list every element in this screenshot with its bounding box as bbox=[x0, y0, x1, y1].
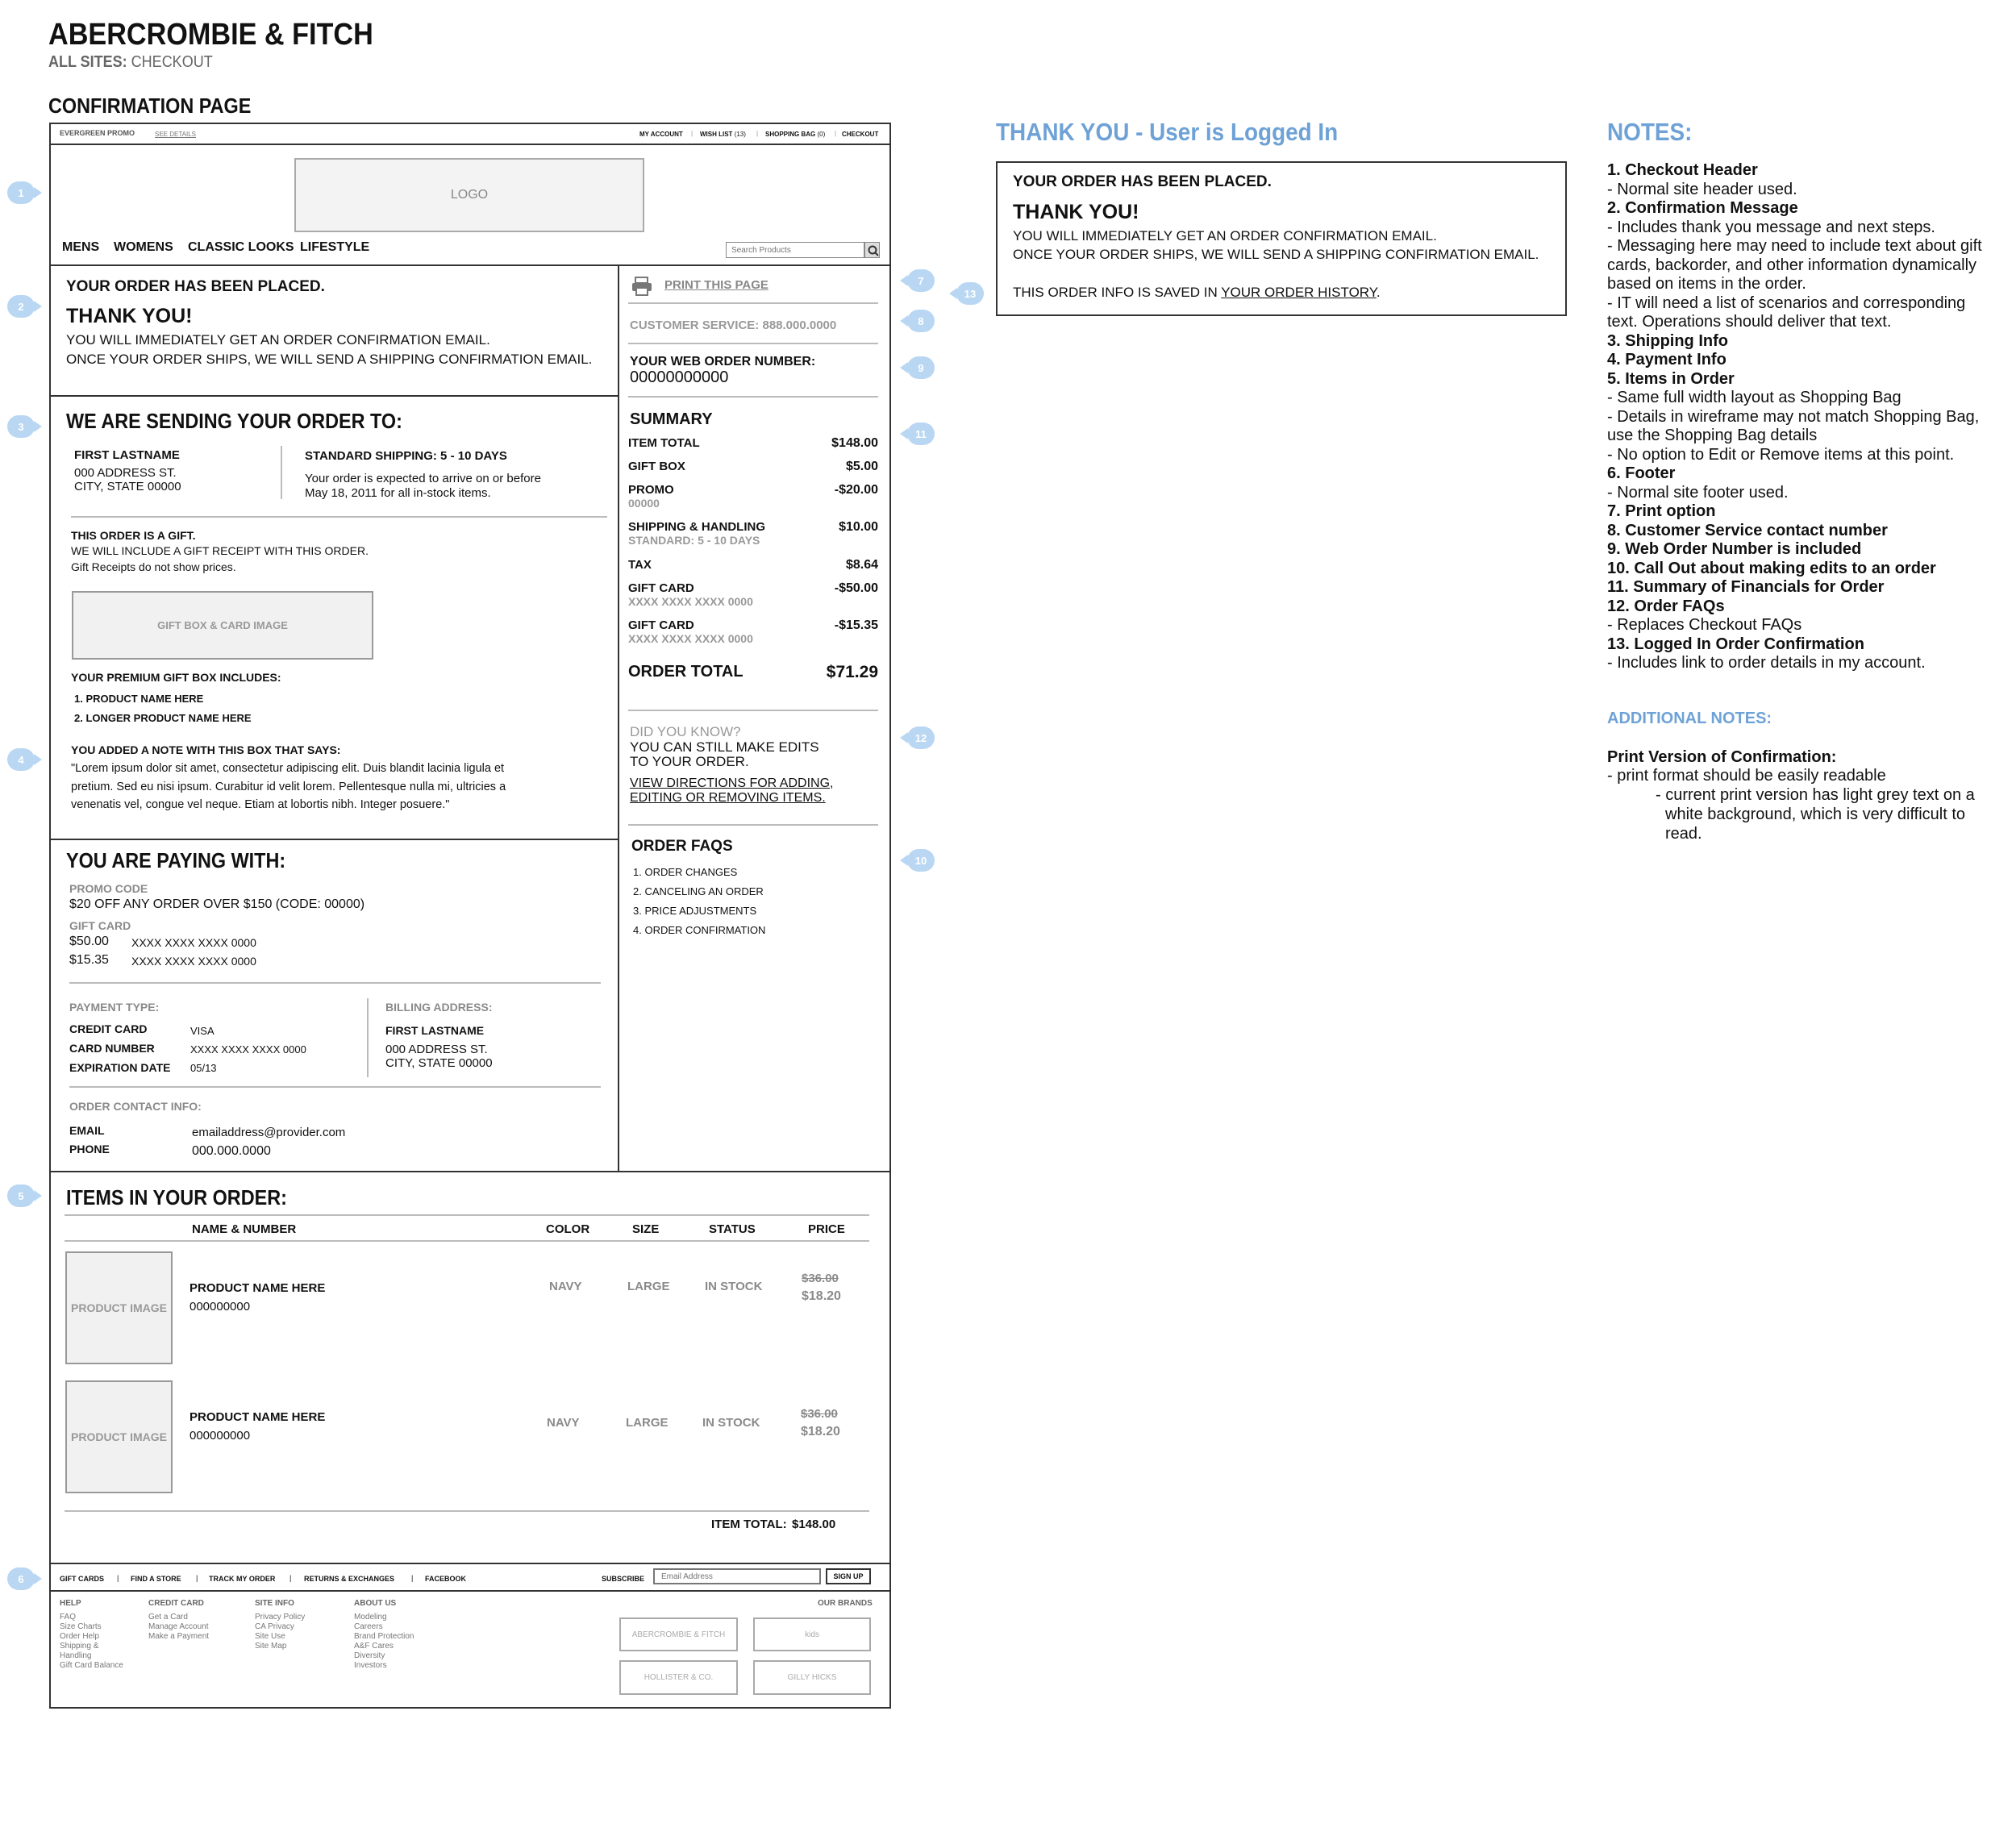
item-total-value: $148.00 bbox=[792, 1518, 836, 1531]
callout-12: 12 bbox=[907, 726, 935, 749]
ship-name: FIRST LASTNAME bbox=[74, 448, 180, 462]
note-line: 10. Call Out about making edits to an order bbox=[1607, 559, 1936, 577]
contact-divider bbox=[69, 1086, 601, 1088]
col-status: STATUS bbox=[709, 1222, 756, 1236]
logged-in-line-1: YOU WILL IMMEDIATELY GET AN ORDER CONFIRMATION EMAIL. bbox=[1013, 228, 1437, 244]
notes-title: NOTES: bbox=[1607, 118, 1693, 146]
product-color: NAVY bbox=[547, 1416, 580, 1430]
edits-line-1: YOU CAN STILL MAKE EDITS bbox=[630, 739, 819, 755]
billing-address-2: CITY, STATE 00000 bbox=[385, 1056, 493, 1070]
saved-text: THIS ORDER INFO IS SAVED IN bbox=[1013, 285, 1218, 300]
shopping-bag-count: (0) bbox=[817, 131, 826, 138]
footer-site-link[interactable]: Site Map bbox=[255, 1642, 287, 1651]
email-label: EMAIL bbox=[69, 1124, 105, 1137]
summary-heading: SUMMARY bbox=[630, 410, 713, 428]
product-size: LARGE bbox=[627, 1280, 670, 1293]
print-version-line-4: read. bbox=[1665, 825, 1702, 843]
expiration-value: 05/13 bbox=[190, 1062, 217, 1074]
ship-inner-divider bbox=[281, 446, 282, 499]
footer-about-heading: ABOUT US bbox=[354, 1599, 397, 1608]
note-line: based on items in the order. bbox=[1607, 275, 1806, 293]
phone-value: 000.000.0000 bbox=[192, 1144, 271, 1158]
billing-address-label: BILLING ADDRESS: bbox=[385, 1001, 493, 1014]
summary-key: ITEM TOTAL bbox=[628, 436, 700, 450]
product-was-price: $36.00 bbox=[802, 1272, 839, 1285]
gift-note-line-3: venenatis vel, congue vel neque. Etiam at lobortis nibh. Integer posuere." bbox=[71, 798, 450, 811]
payment-heading: YOU ARE PAYING WITH: bbox=[66, 848, 286, 872]
doc-brand-title: ABERCROMBIE & FITCH bbox=[48, 18, 373, 52]
ship-address-2: CITY, STATE 00000 bbox=[74, 480, 181, 493]
edits-line-2: TO YOUR ORDER. bbox=[630, 754, 749, 769]
note-line: - Details in wireframe may not match Shopping Bag, bbox=[1607, 407, 1980, 426]
footer-about-link[interactable]: A&F Cares bbox=[354, 1642, 394, 1651]
page-label: CONFIRMATION PAGE bbox=[48, 94, 252, 118]
print-version-line-2: - current print version has light grey text on a bbox=[1656, 786, 1975, 804]
faq-link[interactable]: 2. CANCELING AN ORDER bbox=[633, 885, 764, 897]
billing-name: FIRST LASTNAME bbox=[385, 1024, 485, 1037]
note-line: cards, backorder, and other information dynamically bbox=[1607, 256, 1977, 274]
topbar-sep-3: | bbox=[835, 130, 837, 137]
doc-subtitle-lead: ALL SITES: bbox=[48, 53, 127, 71]
footer-help-list bbox=[60, 1613, 123, 1671]
items-header-rule bbox=[65, 1214, 869, 1216]
summary-key: GIFT CARD bbox=[628, 618, 694, 632]
gift-note-line-2: pretium. Sed eu nisi ipsum. Curabitur id velit lorem. Pellentesque nulla mi, ultricies a bbox=[71, 781, 506, 793]
footer-links-divider bbox=[50, 1590, 890, 1592]
gift-card-2-number: XXXX XXXX XXXX 0000 bbox=[131, 955, 256, 968]
shipping-heading: WE ARE SENDING YOUR ORDER TO: bbox=[66, 409, 402, 433]
summary-shipping bbox=[628, 520, 878, 547]
sidebar-divider-2 bbox=[628, 343, 878, 344]
confirmation-line-2: ONCE YOUR ORDER SHIPS, WE WILL SEND A SHIPPING CONFIRMATION EMAIL. bbox=[66, 352, 593, 367]
footer-help-link[interactable]: Gift Card Balance bbox=[60, 1661, 123, 1670]
confirmation-line-1: YOU WILL IMMEDIATELY GET AN ORDER CONFIRMATION EMAIL. bbox=[66, 332, 490, 348]
order-placed-heading: YOUR ORDER HAS BEEN PLACED. bbox=[66, 278, 325, 295]
print-version-line-1: - print format should be easily readable bbox=[1607, 767, 1886, 785]
gift-includes-heading: YOUR PREMIUM GIFT BOX INCLUDES: bbox=[71, 671, 281, 684]
footer-site-link[interactable]: CA Privacy bbox=[255, 1622, 294, 1631]
sign-up-button[interactable]: SIGN UP bbox=[826, 1568, 871, 1584]
footer-help-heading: HELP bbox=[60, 1599, 81, 1608]
promo-code-label: PROMO CODE bbox=[69, 882, 148, 895]
footer-help-link[interactable]: Order Help bbox=[60, 1632, 99, 1641]
footer-help-link[interactable]: Size Charts bbox=[60, 1622, 102, 1631]
topbar-divider bbox=[50, 144, 890, 145]
thank-you-heading: THANK YOU! bbox=[66, 305, 193, 327]
note-line: 9. Web Order Number is included bbox=[1607, 540, 1862, 558]
logged-in-line-2: ONCE YOUR ORDER SHIPS, WE WILL SEND A SHIPPING CONFIRMATION EMAIL. bbox=[1013, 247, 1539, 262]
footer-help-link[interactable]: Handling bbox=[60, 1651, 92, 1660]
summary-value: $5.00 bbox=[845, 460, 878, 473]
card-number-label: CARD NUMBER bbox=[69, 1042, 155, 1055]
email-value: emailaddress@provider.com bbox=[192, 1126, 346, 1139]
footer-cc-heading: CREDIT CARD bbox=[148, 1599, 204, 1608]
sidebar-divider-4 bbox=[628, 710, 878, 711]
brand-gilly-hicks[interactable]: GILLY HICKS bbox=[753, 1660, 871, 1695]
wish-list-link[interactable] bbox=[700, 131, 746, 138]
footer-site-list bbox=[255, 1613, 305, 1651]
note-line: 2. Confirmation Message bbox=[1607, 199, 1798, 217]
note-line: 5. Items in Order bbox=[1607, 369, 1735, 388]
footer-link-gift-cards[interactable]: GIFT CARDS bbox=[60, 1575, 104, 1583]
my-account-link[interactable]: MY ACCOUNT bbox=[639, 131, 683, 138]
callout-11: 11 bbox=[907, 423, 935, 445]
note-line: 1. Checkout Header bbox=[1607, 161, 1758, 179]
footer-link-returns[interactable]: RETURNS & EXCHANGES bbox=[304, 1575, 395, 1583]
product-name[interactable]: PRODUCT NAME HERE bbox=[190, 1410, 326, 1424]
product-was-price: $36.00 bbox=[801, 1407, 838, 1421]
product-number: 000000000 bbox=[190, 1429, 251, 1443]
ship-eta-1: Your order is expected to arrive on or before bbox=[305, 472, 541, 485]
summary-value: $148.00 bbox=[831, 436, 878, 450]
footer-cc-link[interactable]: Get a Card bbox=[148, 1613, 188, 1622]
promo-banner[interactable]: EVERGREEN PROMO bbox=[60, 129, 135, 137]
sidebar-divider-3 bbox=[628, 396, 878, 398]
footer-site-link[interactable]: Privacy Policy bbox=[255, 1613, 306, 1622]
summary-item-total bbox=[628, 436, 878, 451]
summary-promo bbox=[628, 483, 878, 510]
card-number-value: XXXX XXXX XXXX 0000 bbox=[190, 1043, 306, 1055]
product-image[interactable]: PRODUCT IMAGE bbox=[65, 1251, 173, 1364]
footer-help-link[interactable]: Shipping & bbox=[60, 1642, 99, 1651]
gift-heading: THIS ORDER IS A GIFT. bbox=[71, 529, 196, 542]
footer-about-link[interactable]: Diversity bbox=[354, 1651, 385, 1660]
payment-inner-divider bbox=[69, 982, 601, 984]
print-button[interactable] bbox=[631, 277, 652, 300]
footer-sep: | bbox=[411, 1574, 414, 1582]
gift-include-item: 2. LONGER PRODUCT NAME HERE bbox=[74, 712, 252, 724]
footer-sep: | bbox=[289, 1574, 292, 1582]
nav-mens[interactable]: MENS bbox=[62, 240, 100, 254]
sidebar-divider-1 bbox=[628, 302, 878, 304]
brand-kids[interactable]: kids bbox=[753, 1617, 871, 1651]
summary-order-total bbox=[628, 663, 878, 681]
callout-2: 2 bbox=[7, 295, 35, 318]
billing-address-1: 000 ADDRESS ST. bbox=[385, 1043, 488, 1056]
promo-code-value: $20 OFF ANY ORDER OVER $150 (CODE: 00000) bbox=[69, 897, 365, 911]
order-number-value: 00000000000 bbox=[630, 368, 729, 386]
footer-link-track-order[interactable]: TRACK MY ORDER bbox=[209, 1575, 276, 1583]
customer-service: CUSTOMER SERVICE: 888.000.0000 bbox=[630, 318, 837, 332]
callout-1: 1 bbox=[7, 181, 35, 204]
item-total-label: ITEM TOTAL: bbox=[711, 1518, 787, 1531]
doc-subtitle bbox=[48, 53, 213, 72]
footer-about-link[interactable]: Careers bbox=[354, 1622, 383, 1631]
summary-key: GIFT BOX bbox=[628, 460, 685, 473]
callout-10: 10 bbox=[907, 849, 935, 872]
footer-site-heading: SITE INFO bbox=[255, 1599, 294, 1608]
summary-value: -$20.00 bbox=[834, 483, 878, 497]
note-line: - IT will need a list of scenarios and corresponding bbox=[1607, 294, 1966, 312]
saved-period: . bbox=[1376, 285, 1381, 300]
summary-key: PROMO bbox=[628, 483, 674, 497]
note-line: 12. Order FAQs bbox=[1607, 597, 1725, 615]
summary-sub: XXXX XXXX XXXX 0000 bbox=[628, 595, 753, 608]
col-price: PRICE bbox=[808, 1222, 845, 1236]
summary-sub: XXXX XXXX XXXX 0000 bbox=[628, 632, 753, 645]
footer-top-divider bbox=[50, 1563, 890, 1564]
order-history-link[interactable]: YOUR ORDER HISTORY bbox=[1221, 285, 1377, 300]
gift-card-2-amount: $15.35 bbox=[69, 953, 109, 967]
note-line: 6. Footer bbox=[1607, 464, 1676, 482]
faq-link[interactable]: 4. ORDER CONFIRMATION bbox=[633, 924, 766, 936]
see-details-link[interactable]: SEE DETAILS bbox=[155, 131, 196, 138]
note-line: 11. Summary of Financials for Order bbox=[1607, 578, 1885, 596]
product-status: IN STOCK bbox=[702, 1416, 760, 1430]
nav-womens[interactable]: WOMENS bbox=[114, 240, 173, 254]
ship-method: STANDARD SHIPPING: 5 - 10 DAYS bbox=[305, 449, 507, 463]
column-divider bbox=[618, 265, 619, 1171]
note-line: 7. Print option bbox=[1607, 502, 1716, 520]
summary-gift-box bbox=[628, 460, 878, 474]
callout-6: 6 bbox=[7, 1567, 35, 1590]
printer-icon bbox=[631, 277, 652, 296]
topbar-sep-2: | bbox=[756, 130, 759, 137]
note-line: 3. Shipping Info bbox=[1607, 331, 1728, 350]
topbar-sep-1: | bbox=[691, 130, 694, 137]
subscribe-label: SUBSCRIBE bbox=[602, 1575, 645, 1583]
summary-value: $71.29 bbox=[826, 663, 878, 681]
items-heading: ITEMS IN YOUR ORDER: bbox=[66, 1185, 287, 1209]
search-icon bbox=[865, 243, 881, 259]
note-line: - Includes thank you message and next steps. bbox=[1607, 218, 1935, 236]
ship-eta-2: May 18, 2011 for all in-stock items. bbox=[305, 486, 491, 500]
logged-in-placed: YOUR ORDER HAS BEEN PLACED. bbox=[1013, 173, 1272, 190]
brand-abercrombie[interactable]: ABERCROMBIE & FITCH bbox=[619, 1617, 738, 1651]
footer-sep: | bbox=[196, 1574, 198, 1582]
logged-in-title: THANK YOU - User is Logged In bbox=[996, 118, 1339, 146]
product-now-price: $18.20 bbox=[801, 1425, 840, 1438]
gift-card-1-number: XXXX XXXX XXXX 0000 bbox=[131, 936, 256, 949]
summary-tax bbox=[628, 558, 878, 572]
faq-link[interactable]: 1. ORDER CHANGES bbox=[633, 866, 738, 878]
note-line: - Replaces Checkout FAQs bbox=[1607, 616, 1802, 634]
product-number: 000000000 bbox=[190, 1300, 251, 1314]
summary-gift-card-1 bbox=[628, 581, 878, 608]
note-line: 4. Payment Info bbox=[1607, 351, 1727, 368]
gift-note-line-1: "Lorem ipsum dolor sit amet, consectetur adipiscing elit. Duis blandit lacinia ligula et bbox=[71, 762, 505, 775]
ship-gift-divider bbox=[71, 516, 607, 518]
footer-help-link[interactable]: FAQ bbox=[60, 1613, 77, 1622]
brand-hollister[interactable]: HOLLISTER & CO. bbox=[619, 1660, 738, 1695]
callout-3: 3 bbox=[7, 415, 35, 438]
summary-key: GIFT CARD bbox=[628, 581, 694, 595]
footer-brands-heading: OUR BRANDS bbox=[818, 1599, 873, 1608]
col-name: NAME & NUMBER bbox=[192, 1222, 297, 1236]
order-faqs-heading: ORDER FAQS bbox=[631, 838, 733, 855]
note-line: use the Shopping Bag details bbox=[1607, 427, 1818, 444]
footer-sep: | bbox=[117, 1574, 119, 1582]
contact-info-label: ORDER CONTACT INFO: bbox=[69, 1100, 202, 1113]
note-line: - Same full width layout as Shopping Bag bbox=[1607, 389, 1901, 406]
footer-about-link[interactable]: Brand Protection bbox=[354, 1632, 414, 1641]
summary-key: SHIPPING & HANDLING bbox=[628, 520, 766, 534]
callout-4: 4 bbox=[7, 748, 35, 771]
gift-box-image: GIFT BOX & CARD IMAGE bbox=[72, 591, 373, 660]
note-line: text. Operations should deliver that text. bbox=[1607, 313, 1892, 331]
summary-key: TAX bbox=[628, 558, 652, 572]
footer-site-link[interactable]: Site Use bbox=[255, 1632, 285, 1641]
ship-address-1: 000 ADDRESS ST. bbox=[74, 466, 177, 480]
items-top-divider bbox=[50, 1171, 890, 1172]
note-line: - No option to Edit or Remove items at this point. bbox=[1607, 445, 1955, 464]
col-color: COLOR bbox=[546, 1222, 590, 1236]
col-size: SIZE bbox=[632, 1222, 660, 1236]
callout-5: 5 bbox=[7, 1184, 35, 1207]
items-bottom-rule bbox=[65, 1510, 869, 1512]
items-header-rule-2 bbox=[65, 1240, 869, 1242]
note-line: 8. Customer Service contact number bbox=[1607, 521, 1888, 539]
gift-receipt-price-note: Gift Receipts do not show prices. bbox=[71, 560, 236, 573]
footer-link-find-store[interactable]: FIND A STORE bbox=[131, 1575, 181, 1583]
phone-label: PHONE bbox=[69, 1143, 110, 1155]
product-status: IN STOCK bbox=[705, 1280, 763, 1293]
sidebar-divider-5 bbox=[628, 824, 878, 826]
footer-cc-list bbox=[148, 1613, 209, 1642]
note-line: - Includes link to order details in my account. bbox=[1607, 654, 1926, 672]
print-page-link[interactable]: PRINT THIS PAGE bbox=[664, 278, 768, 292]
wish-list-label: WISH LIST bbox=[700, 131, 733, 138]
note-line: - Normal site footer used. bbox=[1607, 483, 1789, 502]
callout-7: 7 bbox=[907, 269, 935, 292]
subscribe-email-input[interactable] bbox=[653, 1568, 821, 1584]
edit-directions-link-1[interactable]: VIEW DIRECTIONS FOR ADDING, bbox=[630, 776, 834, 790]
nav-lifestyle[interactable]: LIFESTYLE bbox=[300, 240, 370, 254]
summary-key: ORDER TOTAL bbox=[628, 663, 744, 681]
order-number-label: YOUR WEB ORDER NUMBER: bbox=[630, 355, 816, 368]
doc-subtitle-rest: CHECKOUT bbox=[131, 53, 213, 71]
payment-type-label: PAYMENT TYPE: bbox=[69, 1001, 160, 1014]
footer-link-facebook[interactable]: FACEBOOK bbox=[425, 1575, 467, 1583]
product-color: NAVY bbox=[549, 1280, 582, 1293]
shopping-bag-link[interactable] bbox=[765, 131, 825, 138]
callout-8: 8 bbox=[907, 310, 935, 332]
note-line: 13. Logged In Order Confirmation bbox=[1607, 635, 1864, 653]
gift-receipt-note: WE WILL INCLUDE A GIFT RECEIPT WITH THIS ORDER. bbox=[71, 544, 369, 557]
print-version-title: Print Version of Confirmation: bbox=[1607, 748, 1837, 766]
summary-value: -$15.35 bbox=[834, 618, 878, 632]
header-divider bbox=[50, 264, 890, 266]
notes-list bbox=[1607, 161, 1986, 673]
note-line: - Messaging here may need to include text about gift bbox=[1607, 237, 1982, 255]
gift-note-heading: YOU ADDED A NOTE WITH THIS BOX THAT SAYS: bbox=[71, 743, 341, 756]
logo-placeholder[interactable]: LOGO bbox=[294, 158, 644, 232]
callout-13: 13 bbox=[956, 282, 984, 305]
product-now-price: $18.20 bbox=[802, 1289, 841, 1303]
wish-list-count: (13) bbox=[734, 131, 746, 138]
did-you-know: DID YOU KNOW? bbox=[630, 724, 741, 739]
credit-card-value: VISA bbox=[190, 1025, 215, 1037]
search-input[interactable] bbox=[726, 242, 864, 258]
expiration-label: EXPIRATION DATE bbox=[69, 1061, 171, 1074]
summary-value: $10.00 bbox=[839, 520, 878, 534]
gift-include-item: 1. PRODUCT NAME HERE bbox=[74, 693, 204, 705]
additional-notes-title: ADDITIONAL NOTES: bbox=[1607, 710, 1772, 727]
logged-in-saved bbox=[1013, 285, 1381, 301]
summary-value: $8.64 bbox=[845, 558, 878, 572]
shipping-divider bbox=[50, 839, 618, 840]
summary-sub: STANDARD: 5 - 10 DAYS bbox=[628, 534, 760, 547]
search-button[interactable] bbox=[864, 242, 880, 258]
footer-cc-link[interactable]: Make a Payment bbox=[148, 1632, 210, 1641]
credit-card-label: CREDIT CARD bbox=[69, 1022, 148, 1035]
note-line: - Normal site header used. bbox=[1607, 180, 1797, 198]
callout-9: 9 bbox=[907, 356, 935, 379]
gift-card-label: GIFT CARD bbox=[69, 919, 131, 932]
edit-directions-link-2[interactable]: EDITING OR REMOVING ITEMS. bbox=[630, 791, 826, 805]
product-size: LARGE bbox=[626, 1416, 669, 1430]
confirmation-divider bbox=[50, 395, 618, 397]
footer-about-list bbox=[354, 1613, 414, 1671]
product-image[interactable]: PRODUCT IMAGE bbox=[65, 1380, 173, 1493]
summary-value: -$50.00 bbox=[834, 581, 878, 595]
faq-link[interactable]: 3. PRICE ADJUSTMENTS bbox=[633, 905, 757, 917]
checkout-link[interactable]: CHECKOUT bbox=[842, 131, 879, 138]
footer-cc-link[interactable]: Manage Account bbox=[148, 1622, 209, 1631]
nav-classic-looks[interactable]: CLASSIC LOOKS bbox=[188, 240, 294, 254]
shopping-bag-label: SHOPPING BAG bbox=[765, 131, 816, 138]
product-name[interactable]: PRODUCT NAME HERE bbox=[190, 1281, 326, 1295]
footer-about-link[interactable]: Investors bbox=[354, 1661, 387, 1670]
summary-gift-card-2 bbox=[628, 618, 878, 645]
billing-divider bbox=[367, 998, 369, 1077]
print-version-line-3: white background, which is very difficult to bbox=[1665, 806, 1966, 823]
footer-about-link[interactable]: Modeling bbox=[354, 1613, 387, 1622]
logged-in-thanks: THANK YOU! bbox=[1013, 201, 1139, 223]
gift-card-1-amount: $50.00 bbox=[69, 935, 109, 948]
summary-sub: 00000 bbox=[628, 497, 660, 510]
